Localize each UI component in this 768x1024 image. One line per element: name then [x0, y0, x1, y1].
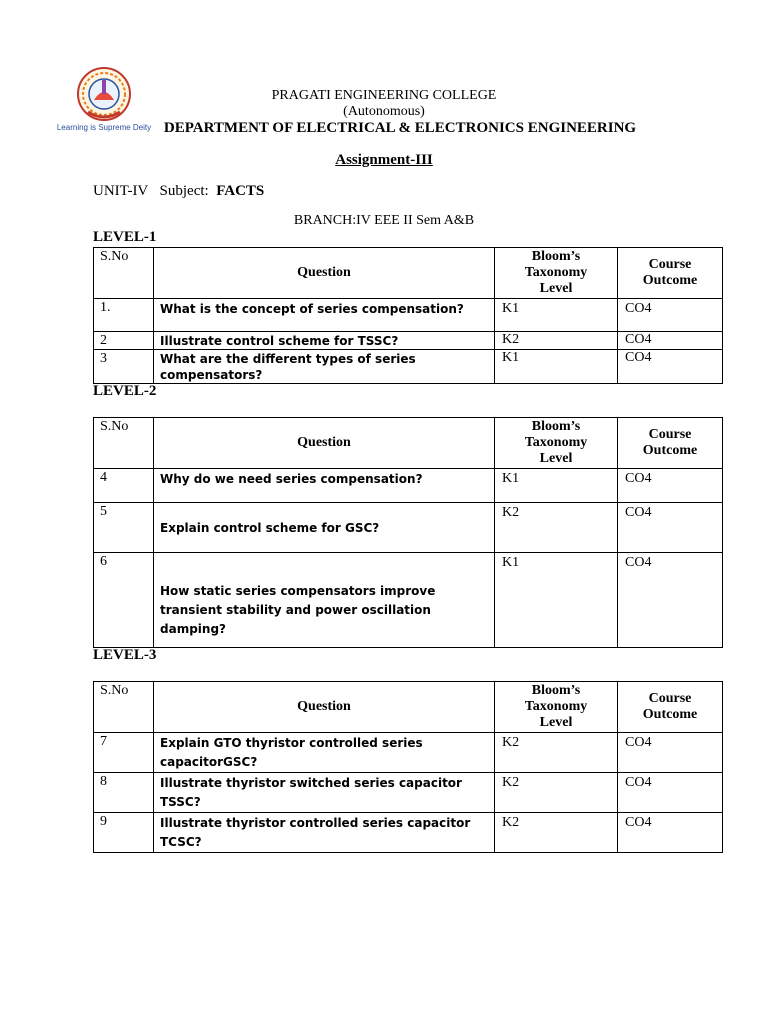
level-3-table: [93, 681, 723, 853]
row-course-outcome: CO4: [618, 733, 723, 773]
row-question: Why do we need series compensation?: [154, 469, 495, 503]
row-course-outcome: CO4: [618, 299, 723, 332]
row-sno: 2: [94, 332, 154, 350]
header-sno: S.No: [94, 682, 154, 733]
row-bloom-level: K2: [495, 503, 618, 553]
row-bloom-level: K2: [495, 813, 618, 853]
row-question: Explain GTO thyristor controlled series capacitorGSC?: [154, 733, 495, 773]
level-2-title: LEVEL-2: [93, 383, 157, 399]
row-question: Illustrate control scheme for TSSC?: [154, 332, 495, 350]
row-question: What is the concept of series compensation?: [154, 299, 495, 332]
header-sno: S.No: [94, 248, 154, 299]
row-course-outcome: CO4: [618, 773, 723, 813]
row-bloom-level: K1: [495, 553, 618, 648]
table-row: [94, 553, 723, 648]
college-name: PRAGATI ENGINEERING COLLEGE: [271, 88, 497, 103]
table-row: [94, 299, 723, 332]
row-sno: 7: [94, 733, 154, 773]
logo-caption: Learning is Supreme Deity: [56, 123, 152, 132]
level-1-title: LEVEL-1: [93, 229, 157, 245]
unit-subject-line: [93, 183, 264, 200]
table-header-row: [94, 248, 723, 299]
header-bloom: Bloom’s Taxonomy Level: [495, 248, 618, 299]
row-question: What are the different types of series compensators?: [154, 350, 495, 384]
header-question: Question: [154, 418, 495, 469]
row-question: Explain control scheme for GSC?: [154, 503, 495, 553]
college-logo: [56, 66, 152, 138]
row-course-outcome: CO4: [618, 469, 723, 503]
row-sno: 5: [94, 503, 154, 553]
row-course-outcome: CO4: [618, 332, 723, 350]
unit-label: UNIT-IV: [93, 183, 149, 199]
header-course-outcome: Course Outcome: [618, 248, 723, 299]
level-2-table: [93, 417, 723, 648]
autonomous-label: (Autonomous): [343, 104, 425, 119]
header-sno: S.No: [94, 418, 154, 469]
header-question: Question: [154, 682, 495, 733]
level-1-table: [93, 247, 723, 384]
row-course-outcome: CO4: [618, 503, 723, 553]
row-course-outcome: CO4: [618, 553, 723, 648]
subject-value: FACTS: [216, 183, 265, 199]
row-sno: 8: [94, 773, 154, 813]
header-question: Question: [154, 248, 495, 299]
row-sno: 6: [94, 553, 154, 648]
row-bloom-level: K1: [495, 350, 618, 384]
table-row: [94, 813, 723, 853]
header-bloom: Bloom’s Taxonomy Level: [495, 682, 618, 733]
table-header-row: [94, 418, 723, 469]
row-bloom-level: K2: [495, 733, 618, 773]
row-course-outcome: CO4: [618, 350, 723, 384]
table-row: [94, 733, 723, 773]
row-sno: 4: [94, 469, 154, 503]
assignment-title: Assignment-III: [335, 152, 433, 168]
header-bloom: Bloom’s Taxonomy Level: [495, 418, 618, 469]
row-question: How static series compensators improve transient stability and power oscillation damping?: [154, 553, 495, 648]
department-title: DEPARTMENT OF ELECTRICAL & ELECTRONICS ENGINEERING: [163, 120, 637, 136]
table-header-row: [94, 682, 723, 733]
header-course-outcome: Course Outcome: [618, 682, 723, 733]
table-row: [94, 469, 723, 503]
level-3-title: LEVEL-3: [93, 647, 157, 663]
table-row: [94, 332, 723, 350]
row-course-outcome: CO4: [618, 813, 723, 853]
table-row: [94, 503, 723, 553]
row-sno: 1.: [94, 299, 154, 332]
header-course-outcome: Course Outcome: [618, 418, 723, 469]
row-question: Illustrate thyristor switched series capacitor TSSC?: [154, 773, 495, 813]
row-sno: 3: [94, 350, 154, 384]
subject-label: Subject:: [159, 183, 209, 199]
row-question: Illustrate thyristor controlled series capacitor TCSC?: [154, 813, 495, 853]
row-sno: 9: [94, 813, 154, 853]
table-row: [94, 350, 723, 384]
branch-label: BRANCH:IV EEE II Sem A&B: [293, 213, 475, 228]
row-bloom-level: K1: [495, 469, 618, 503]
row-bloom-level: K1: [495, 299, 618, 332]
row-bloom-level: K2: [495, 773, 618, 813]
row-bloom-level: K2: [495, 332, 618, 350]
table-row: [94, 773, 723, 813]
